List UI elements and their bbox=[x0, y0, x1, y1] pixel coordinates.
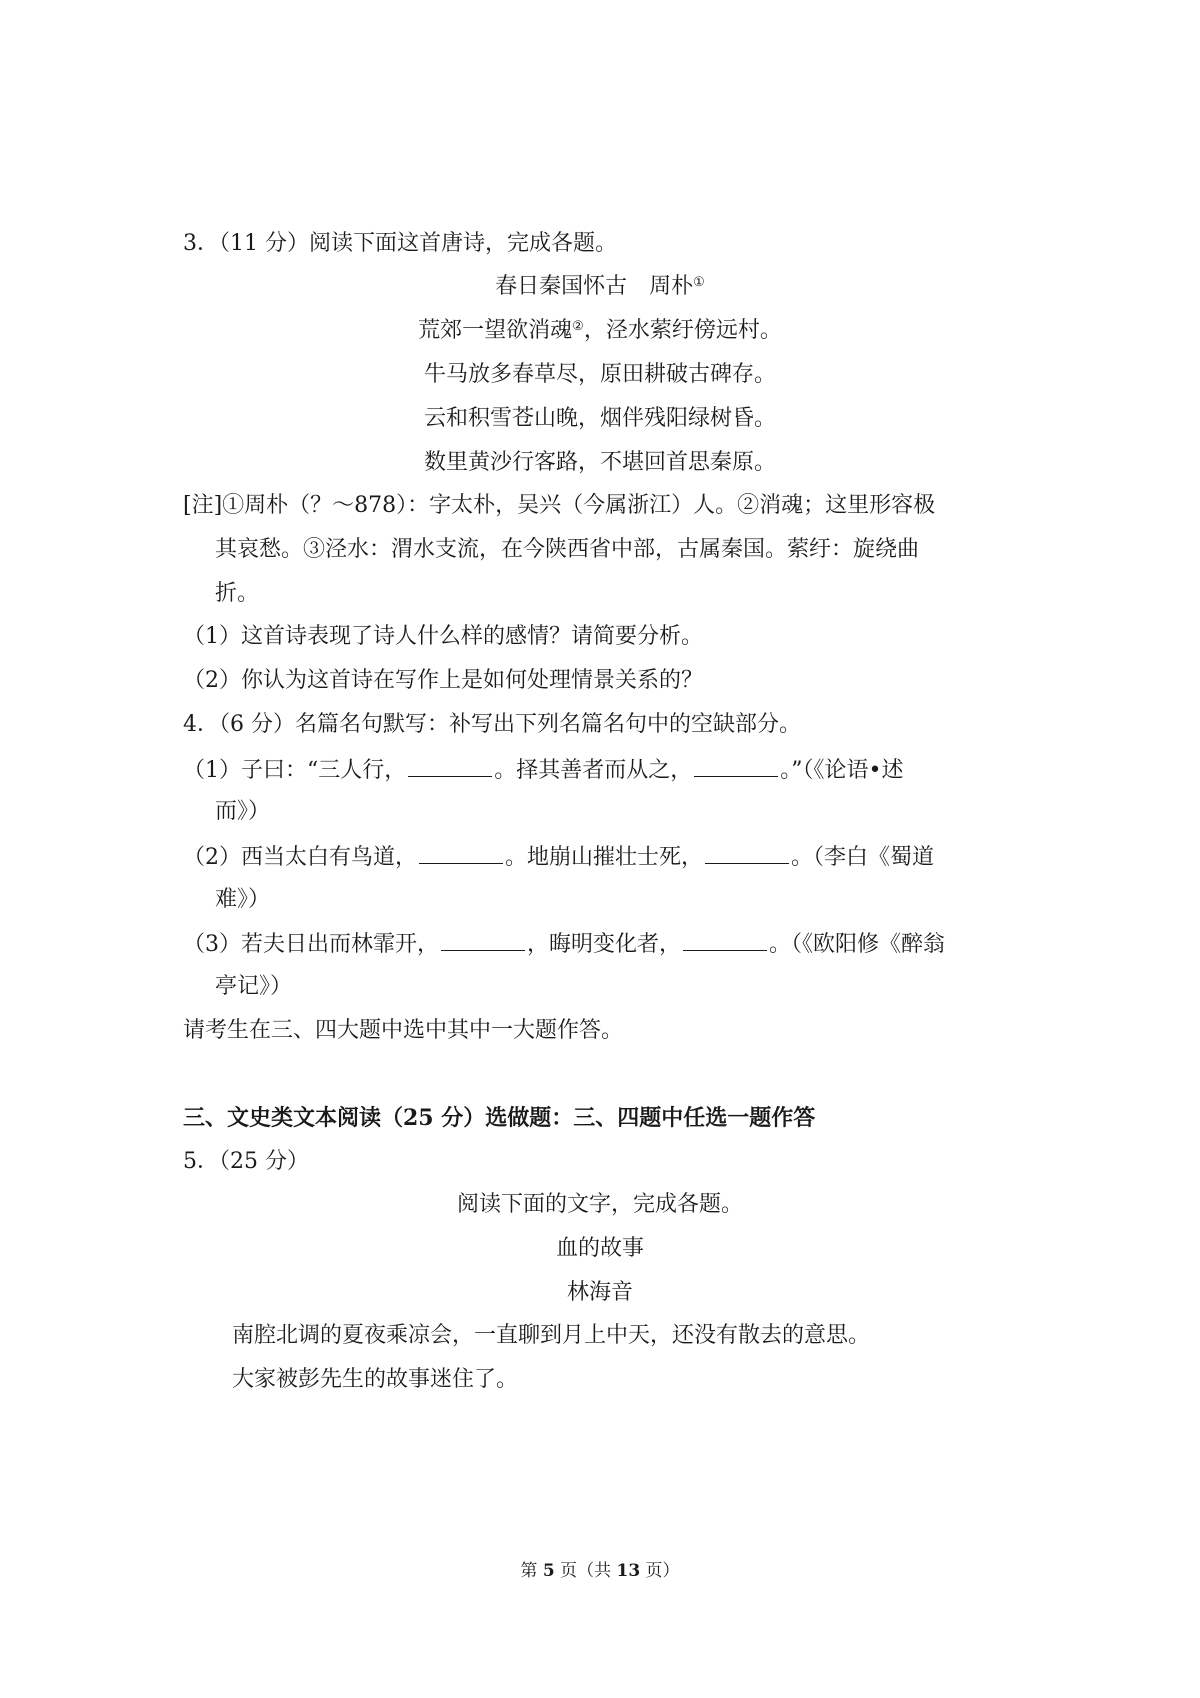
page-number: 5 bbox=[542, 1561, 555, 1581]
q4-item-text: ，晦明变化者， bbox=[527, 932, 682, 957]
q4-item-2 bbox=[183, 841, 934, 873]
q3-header: 3．（11 分）阅读下面这首唐诗，完成各题。 bbox=[183, 231, 617, 256]
q5-prompt: 阅读下面的文字，完成各题。 bbox=[456, 1192, 743, 1217]
poem-line-1 bbox=[0, 316, 1200, 346]
article-title: 血的故事 bbox=[555, 1236, 644, 1261]
fill-blank[interactable] bbox=[408, 754, 492, 777]
q4-item-3-cont: 亭记》） bbox=[215, 974, 293, 999]
q4-item-text: （3）若夫日出而林霏开， bbox=[183, 932, 439, 957]
note-line-3: 折。 bbox=[215, 581, 260, 606]
poem-title-text: 春日秦国怀古 周朴 bbox=[495, 274, 694, 299]
note-line-2: 其哀愁。③泾水：渭水支流，在今陕西省中部，古属秦国。萦纡：旋绕曲 bbox=[215, 537, 920, 562]
q4-item-2-cont: 难》） bbox=[215, 887, 271, 912]
q4-item-text: 。”（《论语•述 bbox=[780, 758, 904, 783]
q4-item-text: 。（李白《蜀道 bbox=[791, 845, 935, 870]
q4-item-text: 。地崩山摧壮士死， bbox=[505, 845, 704, 870]
footer-text: 第 bbox=[520, 1561, 543, 1581]
poem-title bbox=[0, 272, 1200, 302]
footer-text: 页） bbox=[640, 1561, 680, 1581]
article-author: 林海音 bbox=[566, 1280, 633, 1305]
choice-instruction: 请考生在三、四大题中选中其中一大题作答。 bbox=[183, 1018, 624, 1043]
q4-header: 4．（6 分）名篇名句默写：补写出下列名篇名句中的空缺部分。 bbox=[183, 712, 801, 737]
footnote-mark: ① bbox=[693, 275, 705, 290]
poem-line-3: 云和积雪苍山晚，烟伴残阳绿树昏。 bbox=[423, 406, 776, 431]
q4-item-text: （2）西当太白有鸟道， bbox=[183, 845, 417, 870]
poem-line-text: 荒郊一望欲消魂 bbox=[418, 318, 573, 343]
q3-sub-question-2: （2）你认为这首诗在写作上是如何处理情景关系的？ bbox=[183, 668, 703, 693]
q4-item-1 bbox=[183, 754, 904, 786]
footer-text: 页（共 bbox=[554, 1561, 617, 1581]
fill-blank[interactable] bbox=[705, 841, 789, 864]
q4-item-text: 。（《欧阳修《醉翁 bbox=[769, 932, 946, 957]
q3-sub-question-1: （1）这首诗表现了诗人什么样的感情？请简要分析。 bbox=[183, 624, 703, 649]
article-paragraph-2: 大家被彭先生的故事迷住了。 bbox=[232, 1367, 519, 1392]
page-footer bbox=[0, 1560, 1200, 1582]
footnote-mark: ② bbox=[572, 319, 584, 334]
poem-line-4: 数里黄沙行客路，不堪回首思秦原。 bbox=[423, 450, 776, 475]
total-pages: 13 bbox=[616, 1561, 641, 1581]
q4-item-text: （1）子曰：“三人行， bbox=[183, 758, 407, 783]
q4-item-text: 。择其善者而从之， bbox=[494, 758, 693, 783]
fill-blank[interactable] bbox=[683, 928, 767, 951]
article-paragraph-1: 南腔北调的夏夜乘凉会，一直聊到月上中天，还没有散去的意思。 bbox=[232, 1323, 871, 1348]
poem-line-text: ，泾水萦纡傍远村。 bbox=[583, 318, 782, 343]
section-3-heading: 三、文史类文本阅读（25 分）选做题：三、四题中任选一题作答 bbox=[183, 1105, 816, 1131]
poem-line-2: 牛马放多春草尽，原田耕破古碑存。 bbox=[423, 362, 776, 387]
q4-item-1-cont: 而》） bbox=[215, 799, 271, 824]
note-line-1: [注]①周朴（？～878）：字太朴，吴兴（今属浙江）人。②消魂；这里形容极 bbox=[183, 493, 936, 518]
fill-blank[interactable] bbox=[694, 754, 778, 777]
q5-header: 5．（25 分） bbox=[183, 1149, 309, 1174]
q4-item-3 bbox=[183, 928, 945, 960]
fill-blank[interactable] bbox=[441, 928, 525, 951]
fill-blank[interactable] bbox=[419, 841, 503, 864]
